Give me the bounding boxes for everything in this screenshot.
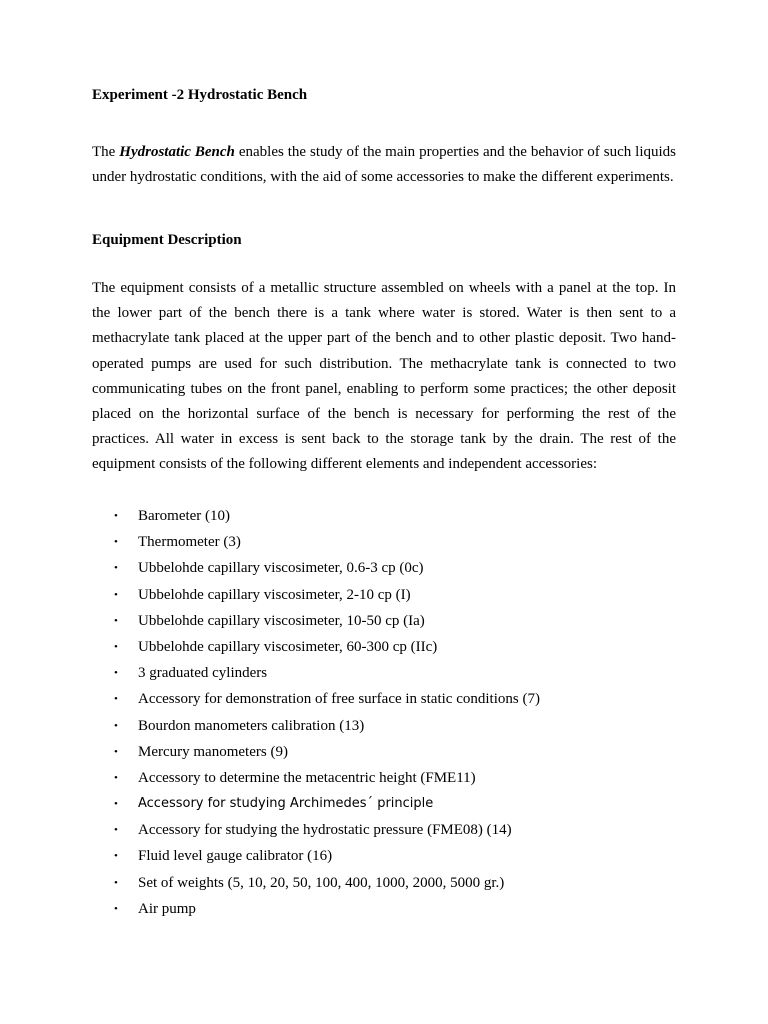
intro-emphasis: Hydrostatic Bench xyxy=(119,144,235,160)
bullet-icon: • xyxy=(114,745,118,758)
list-item: • Ubbelohde capillary viscosimeter, 10-50 cp (Ia) xyxy=(92,608,540,634)
list-item: • Accessory for studying the hydrostatic pressure (FME08) (14) xyxy=(92,817,540,843)
intro-paragraph xyxy=(92,140,676,190)
bullet-icon: • xyxy=(114,588,118,601)
list-item: • Fluid level gauge calibrator (16) xyxy=(92,843,540,869)
bullet-icon: • xyxy=(114,850,118,863)
list-item: • Ubbelohde capillary viscosimeter, 0.6-3 cp (0c) xyxy=(92,555,540,581)
bullet-icon: • xyxy=(114,693,118,706)
bullet-icon: • xyxy=(114,536,118,549)
bullet-icon: • xyxy=(114,667,118,680)
list-item: • Accessory for studying Archimedes´ principle xyxy=(92,791,540,817)
bullet-icon: • xyxy=(114,798,118,811)
list-item: • Ubbelohde capillary viscosimeter, 60-300 cp (IIc) xyxy=(92,634,540,660)
bullet-icon: • xyxy=(114,614,118,627)
description-paragraph: The equipment consists of a metallic structure assembled on wheels with a panel at the top. In the lower part of the bench there is a tank where water is stored. Water is then sent to a methacrylate tank placed at the upper part of the bench and to other plastic deposit. Two hand-operated pumps are used for such distribution. The methacrylate tank is connected to two communicating tubes on the front panel, enabling to perform some practices; the other deposit placed on the horizontal surface of the bench is necessary for performing the rest of the practices. All water in excess is sent back to the storage tank by the drain. The rest of the equipment consists of the following different elements and independent accessories: xyxy=(92,280,676,473)
bullet-icon: • xyxy=(114,562,118,575)
list-item: • Ubbelohde capillary viscosimeter, 2-10 cp (I) xyxy=(92,582,540,608)
bullet-icon: • xyxy=(114,510,118,522)
bullet-icon: • xyxy=(114,876,118,889)
bullet-icon: • xyxy=(114,824,118,837)
list-item: • 3 graduated cylinders xyxy=(92,660,540,686)
list-item: • Bourdon manometers calibration (13) xyxy=(92,713,540,739)
list-item: • Air pump xyxy=(92,896,540,922)
bullet-icon: • xyxy=(114,640,118,653)
section-heading: Equipment Description xyxy=(92,232,242,248)
list-item: • Barometer (10) xyxy=(92,503,540,529)
list-item: • Mercury manometers (9) xyxy=(92,739,540,765)
list-item: • Accessory to determine the metacentric height (FME11) xyxy=(92,765,540,791)
list-item: • Set of weights (5, 10, 20, 50, 100, 400, 1000, 2000, 5000 gr.) xyxy=(92,870,540,896)
list-item: • Thermometer (3) xyxy=(92,529,540,555)
intro-rest: enables the study of the main properties and the behavior of such liquids under hydrostatic conditions, with the aid of some accessories to make the different experiments. xyxy=(92,144,677,186)
intro-lead: The xyxy=(92,144,116,160)
accessories-list xyxy=(92,503,540,922)
document-title: Experiment -2 Hydrostatic Bench xyxy=(92,87,308,103)
list-item: • Accessory for demonstration of free surface in static conditions (7) xyxy=(92,686,540,712)
bullet-icon: • xyxy=(114,902,118,915)
bullet-icon: • xyxy=(114,771,118,784)
bullet-icon: • xyxy=(114,719,118,732)
